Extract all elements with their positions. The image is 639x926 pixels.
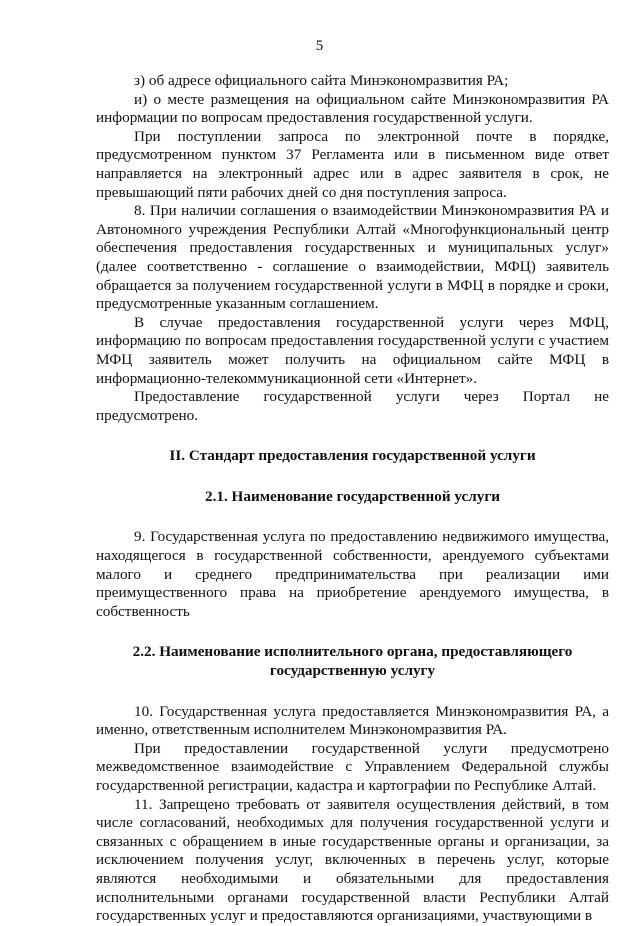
document-body	[96, 72, 609, 926]
subsection-heading-2-1: 2.1. Наименование государственной услуги	[204, 487, 501, 505]
spacer	[96, 425, 609, 447]
subsection-heading-2-2: 2.2. Наименование исполнительного органа, предоставляющего государственную услугу	[132, 643, 573, 680]
paragraph-mfc-information: В случае предоставления государственной услуги через МФЦ, информацию по вопросам предоставления государственной услуги с участием МФЦ заявитель может получить на официальном сайте МФЦ в информационно-телекоммуникационной сети «Интернет».	[96, 313, 609, 387]
spacer	[96, 681, 609, 703]
spacer	[96, 621, 609, 643]
spacer	[96, 506, 609, 528]
paragraph-8-mfc-agreement: 8. При наличии соглашения о взаимодействии Минэкономразвития РА и Автономного учреждения Республики Алтай «Многофункциональный центр обеспечения предоставления государственных и муниципальных услуг» (далее соответственно - соглашение о взаимодействии, МФЦ) заявитель обращается за получением государственной услуги в МФЦ в порядке и сроки, предусмотренные указанным соглашением.	[96, 202, 609, 313]
paragraph-email-request: При поступлении запроса по электронной почте в порядке, предусмотренном пунктом 37 Регламента или в письменном виде ответ направляется на электронный адрес или в адрес заявителя в срок, не превышающий пяти рабочих дней со дня поступления запроса.	[96, 127, 609, 201]
paragraph-portal: Предоставление государственной услуги через Портал не предусмотрено.	[96, 388, 609, 424]
paragraph-interagency: При предоставлении государственной услуги предусмотрено межведомственное взаимодействие с Управлением Федеральной службы государственной регистрации, кадастра и картографии по Республике Алтай.	[96, 739, 609, 794]
paragraph-item-z: з) об адресе официального сайта Минэкономразвития РА;	[134, 72, 509, 89]
spacer	[96, 466, 609, 488]
paragraph-item-i: и) о месте размещения на официальном сайте Минэкономразвития РА информации по вопросам предоставления государственной услуги.	[96, 90, 609, 127]
paragraph-10-provider: 10. Государственная услуга предоставляется Минэкономразвития РА, а именно, ответственным исполнителем Минэкономразвития РА.	[96, 702, 609, 739]
paragraph-11-prohibited: 11. Запрещено требовать от заявителя осуществления действий, в том числе согласований, необходимых для получения государственной услуги и связанных с обращением в иные государственные органы и организации, за исключением получения услуг, включенных в перечень услуг, которые являются необходимыми и обязательными для предоставления исполнительными органами государственной власти Республики Алтай государственных услуг и предоставляются организациями, участвующими в	[96, 795, 609, 925]
page-number: 5	[315, 38, 324, 54]
paragraph-9-service-name: 9. Государственная услуга по предоставлению недвижимого имущества, находящегося в государственной собственности, арендуемого субъектами малого и среднего предпринимательства при реализации ими преимущественного права на приобретение арендуемого имущества, в собственность	[96, 528, 609, 620]
section-heading-ii: II. Стандарт предоставления государственной услуги	[169, 447, 536, 465]
